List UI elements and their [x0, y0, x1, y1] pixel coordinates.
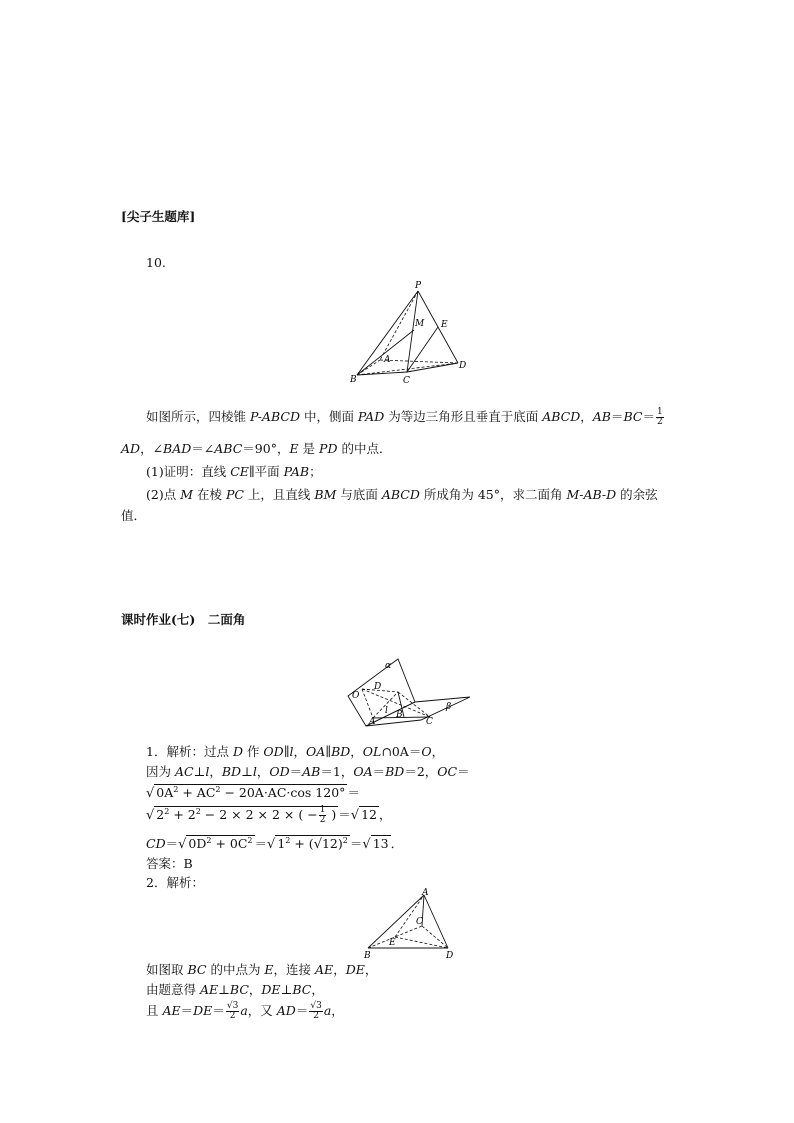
label-C3: C	[416, 917, 423, 927]
solution-2-line-1: 如图取 BC 的中点为 E，连接 AE，DE，	[146, 962, 378, 977]
label-alpha: α	[385, 661, 392, 671]
solution-1-line-4: √ $2^2 + 2^2 - 2 \times 2 \times 2$ × ( − $\frac{1}{2}$ ) ＝√ 12 ，	[146, 805, 392, 826]
label-E3: E	[389, 938, 396, 948]
label-A: A	[384, 355, 391, 365]
problem-line-2: AD，∠BAD＝∠ABC＝90°，E 是 PD 的中点．	[121, 441, 392, 456]
solution-2-title: 2．解析：	[146, 875, 204, 890]
problem-line-1: 如图所示，四棱锥 P-ABCD 中，侧面 PAD 为等边三角形且垂直于底面 ABCD，AB＝BC＝ $\frac{1}{2}$	[146, 407, 663, 427]
solution-1-line-3: √ $0A^2 + AC^2 - 20A\cdot AC\cdot\cos$ 120° ＝	[146, 785, 360, 802]
question-2: (2)点 M 在棱 PC 上，且直线 BM 与底面 ABCD 所成角为 45°，求二面角 M-AB-D 的余弦	[146, 487, 658, 502]
label-B: B	[350, 375, 357, 385]
label-A2: A	[369, 717, 376, 727]
solution-1-line-2: 因为 AC⊥l，BD⊥l，OD＝AB＝1，OA＝BD＝2，OC＝	[146, 764, 470, 779]
label-D: D	[459, 361, 467, 371]
label-B2: B	[396, 710, 403, 720]
label-C2: C	[426, 717, 433, 727]
label-O: O	[352, 691, 360, 701]
section-header-homework-7: 课时作业(七) 二面角	[121, 612, 246, 627]
label-C: C	[403, 376, 410, 386]
solution-2-line-2: 由题意得 AE⊥BC，DE⊥BC，	[146, 982, 324, 997]
label-A3: A	[422, 888, 429, 898]
answer-1: 答案：B	[146, 856, 193, 871]
fraction-one-half: $\frac{1}{2}$	[656, 407, 663, 427]
question-2-cont: 值．	[121, 508, 147, 523]
solution-1-line-1: 1．解析：过点 D 作 OD∥l，OA∥BD，OL∩0A＝O，	[146, 744, 445, 759]
label-E: E	[441, 320, 448, 330]
tetrahedron-figure	[362, 886, 462, 962]
pyramid-figure	[345, 278, 475, 386]
label-B3: B	[364, 951, 371, 961]
dihedral-figure	[340, 654, 476, 730]
label-l: l	[385, 706, 388, 716]
label-M: M	[415, 319, 425, 329]
label-beta: β	[446, 702, 452, 712]
section-header-top-students: [尖子生题库]	[121, 209, 196, 224]
solution-2-line-3: 且 AE＝DE＝ $\frac{√3}{2}$ a，又 AD＝ $\frac{√3}{2}$ a，	[146, 1001, 344, 1021]
solution-1-line-5: CD＝√ $0D^2 + 0C^2$ ＝√ $1^2 + (√12)^2$ ＝√ 13 ．	[146, 836, 404, 853]
problem-number: 10.	[146, 255, 166, 270]
label-D2: D	[374, 682, 382, 692]
label-P: P	[415, 281, 422, 291]
label-D3: D	[446, 951, 454, 961]
question-1: (1)证明：直线 CE∥平面 PAB；	[146, 464, 322, 479]
